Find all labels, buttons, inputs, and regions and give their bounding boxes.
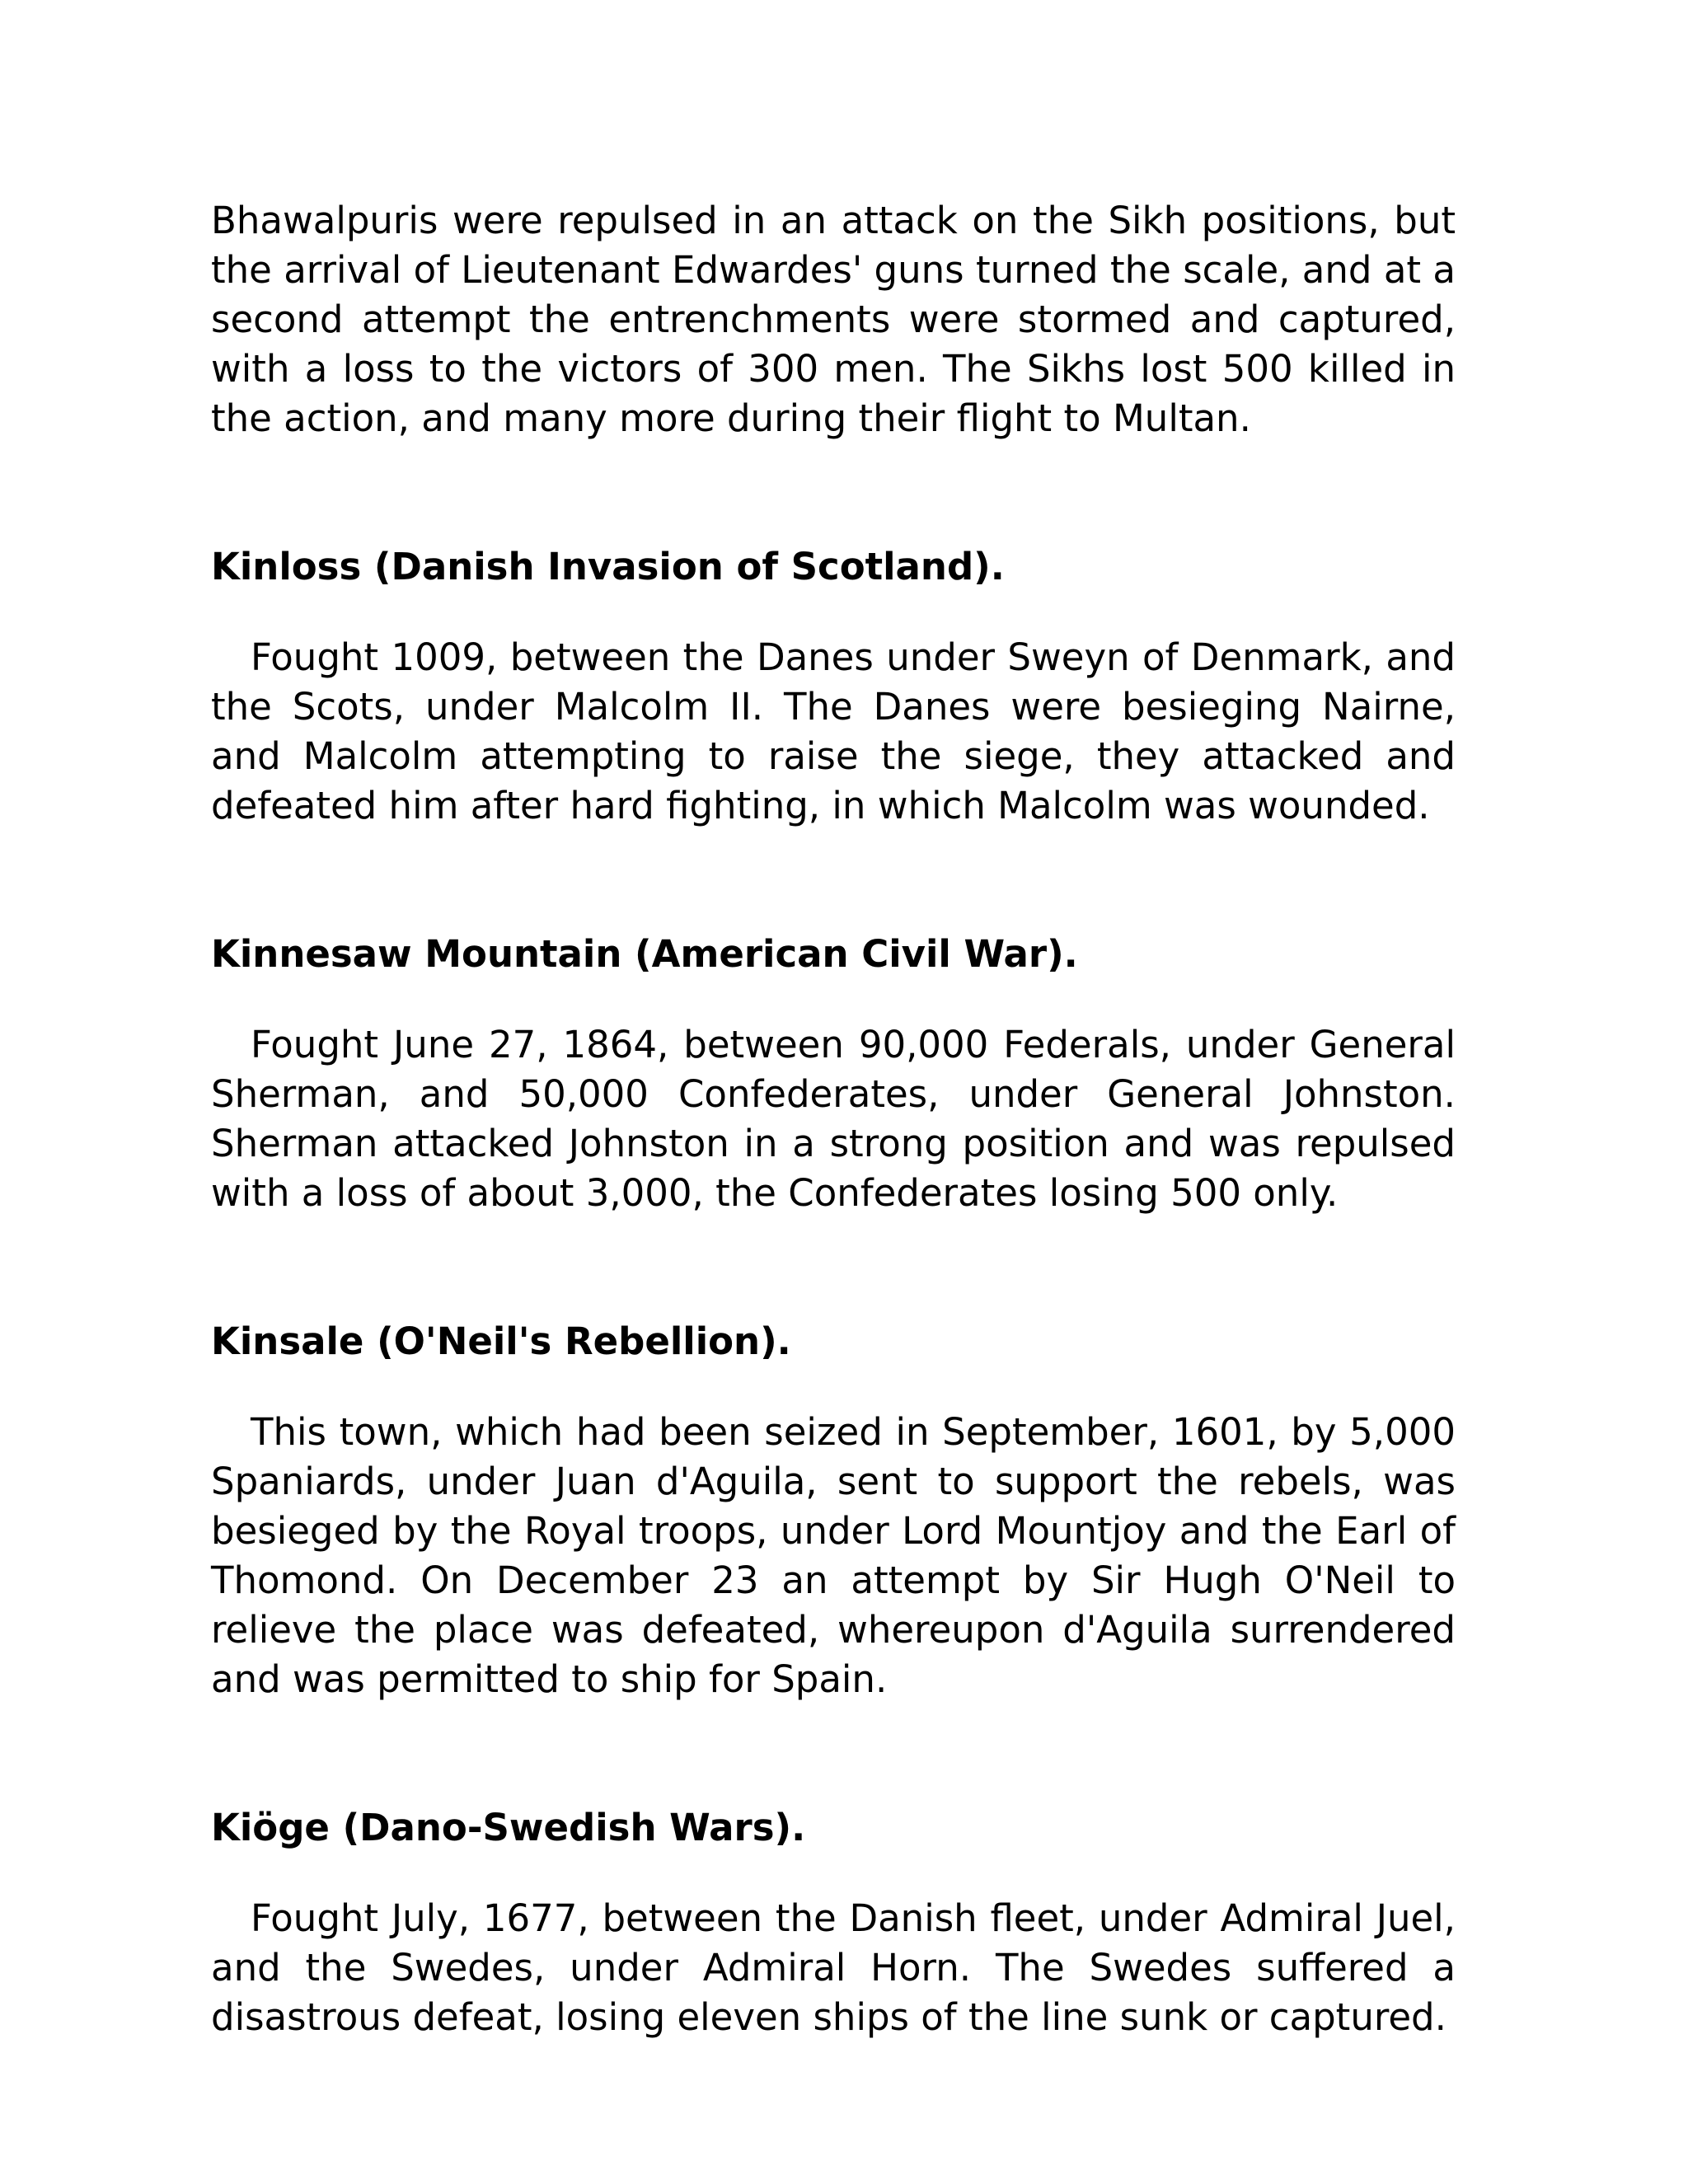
entry-body-kinsale: This town, which had been seized in September, 1601, by 5,000 Spaniards, under Juan d'Aguila, sent to support the rebels, was besieged by the Royal troops, under Lord Mountjoy and the Earl of Thomond. On December 23 an attempt by Sir Hugh O'Neil to relieve the place was defeated, whereupon d'Aguila surrendered and was permitted to ship for Spain. xyxy=(211,1410,1456,1701)
heading-spacer xyxy=(211,1366,1456,1408)
entry-heading-kinsale: Kinsale (O'Neil's Rebellion). xyxy=(211,1319,791,1363)
heading-spacer xyxy=(211,1853,1456,1894)
entry-body-kinnesaw-mountain: Fought June 27, 1864, between 90,000 Federals, under General Sherman, and 50,000 Confederates, under General Johnston. Sherman attacked Johnston in a strong position and was repulsed with a loss of about 3,000, the Confederates losing 500 only. xyxy=(211,1023,1456,1215)
document-page xyxy=(211,196,1456,2042)
section-spacer xyxy=(211,1218,1456,1317)
heading-spacer xyxy=(211,979,1456,1020)
entry-body-kinloss: Fought 1009, between the Danes under Sweyn of Denmark, and the Scots, under Malcolm II. The Danes were besieging Nairne, and Malcolm attempting to raise the siege, they attacked and defeated him after hard fighting, in which Malcolm was wounded. xyxy=(211,635,1456,827)
heading-spacer xyxy=(211,592,1456,633)
section-spacer xyxy=(211,831,1456,930)
continuation-paragraph: Bhawalpuris were repulsed in an attack on the Sikh positions, but the arrival of Lieutenant Edwardes' guns turned the scale, and at a second attempt the entrenchments were stormed and captured, with a loss to the victors of 300 men. The Sikhs lost 500 killed in the action, and many more during their flight to Multan. xyxy=(211,199,1456,440)
section-spacer xyxy=(211,1704,1456,1803)
entry-heading-kinloss: Kinloss (Danish Invasion of Scotland). xyxy=(211,545,1005,588)
entry-heading-kioge: Kiöge (Dano-Swedish Wars). xyxy=(211,1806,806,1849)
entry-body-kioge: Fought July, 1677, between the Danish fleet, under Admiral Juel, and the Swedes, under Admiral Horn. The Swedes suffered a disastrous defeat, losing eleven ships of the line sunk or captured. xyxy=(211,1896,1456,2039)
section-spacer xyxy=(211,443,1456,542)
entry-heading-kinnesaw-mountain: Kinnesaw Mountain (American Civil War). xyxy=(211,932,1078,976)
